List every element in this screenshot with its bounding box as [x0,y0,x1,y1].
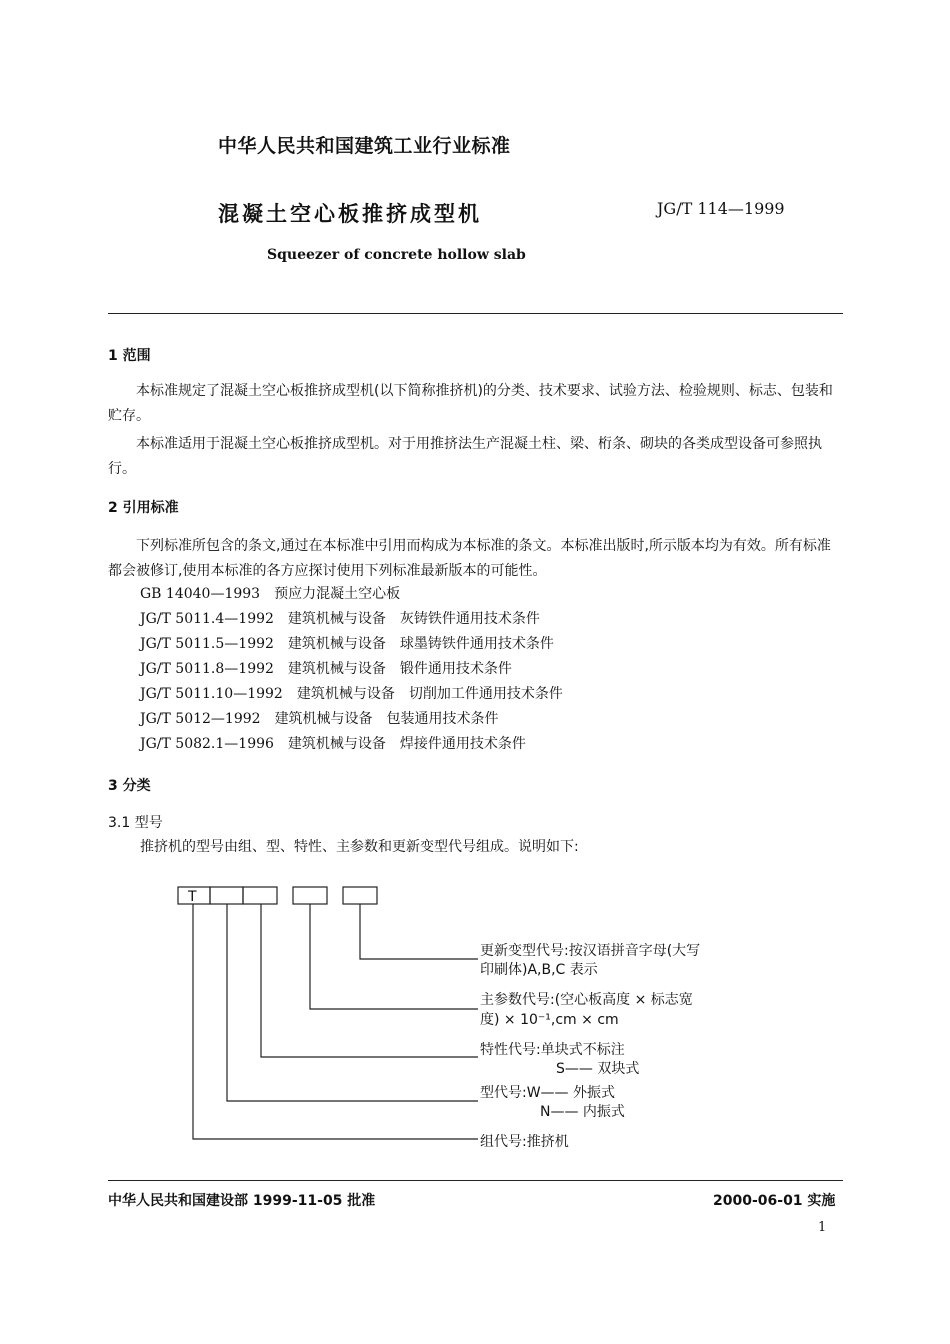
label-change-line-2: 印刷体)A,B,C 表示 [480,962,598,978]
code-box-change [343,887,377,904]
section-3-heading: 3 分类 [108,778,151,794]
section-3-1-text: 推挤机的型号由组、型、特性、主参数和更新变型代号组成。说明如下: [140,839,579,855]
document-title: 混凝土空心板推挤成型机 [218,202,482,226]
label-change-line-1: 更新变型代号:按汉语拼音字母(大写 [480,943,701,959]
approval-line: 中华人民共和国建设部 1999-11-05 批准 [108,1193,376,1209]
reference-item: JG/T 5011.8—1992 建筑机械与设备 锻件通用技术条件 [140,661,512,677]
footer-rule [108,1180,843,1181]
standard-code: JG/T 114—1999 [657,199,785,218]
leader-group [193,904,478,1139]
leader-change [360,904,478,959]
section-1-heading: 1 范围 [108,348,151,364]
reference-item: GB 14040—1993 预应力混凝土空心板 [140,586,401,602]
section-3-1-heading: 3.1 型号 [108,815,163,831]
label-feature-line-2: S—— 双块式 [556,1061,640,1077]
label-param-line-2: 度) × 10⁻¹,cm × cm [480,1012,619,1028]
label-group: 组代号:推挤机 [480,1134,569,1150]
label-type-line-1: 型代号:W—— 外振式 [480,1085,616,1101]
english-title: Squeezer of concrete hollow slab [267,247,526,263]
leader-feature [261,904,478,1057]
reference-item: JG/T 5011.10—1992 建筑机械与设备 切削加工件通用技术条件 [140,686,563,702]
section-2-heading: 2 引用标准 [108,500,179,516]
code-box-param [293,887,327,904]
section-1-para-1: 本标准规定了混凝土空心板推挤成型机(以下简称推挤机)的分类、技术要求、试验方法、检验规则、标志、包装和贮存。 [108,383,833,424]
reference-item: JG/T 5082.1—1996 建筑机械与设备 焊接件通用技术条件 [140,736,526,752]
reference-item: JG/T 5011.4—1992 建筑机械与设备 灰铸铁件通用技术条件 [140,611,540,627]
leader-param [310,904,478,1009]
effective-date: 2000-06-01 实施 [713,1193,836,1209]
reference-item: JG/T 5012—1992 建筑机械与设备 包装通用技术条件 [140,711,499,727]
leader-type [227,904,478,1101]
section-1-para-2: 本标准适用于混凝土空心板推挤成型机。对于用推挤法生产混凝土柱、梁、桁条、砌块的各类成型设备可参照执行。 [108,436,822,477]
label-type-line-2: N—— 内振式 [540,1104,625,1120]
code-box-type [210,887,243,904]
section-2-intro: 下列标准所包含的条文,通过在本标准中引用而构成为本标准的条文。本标准出版时,所示版本均为有效。所有标准都会被修订,使用本标准的各方应探讨使用下列标准最新版本的可能性。 [108,538,831,579]
reference-item: JG/T 5011.5—1992 建筑机械与设备 球墨铸铁件通用技术条件 [140,636,554,652]
page-number: 1 [818,1220,827,1235]
code-box-feature [243,887,277,904]
issuer-title: 中华人民共和国建筑工业行业标准 [218,135,511,157]
box-letter-t: T [188,889,197,905]
label-feature-line-1: 特性代号:单块式不标注 [480,1042,625,1058]
label-param-line-1: 主参数代号:(空心板高度 × 标志宽 [480,992,693,1008]
